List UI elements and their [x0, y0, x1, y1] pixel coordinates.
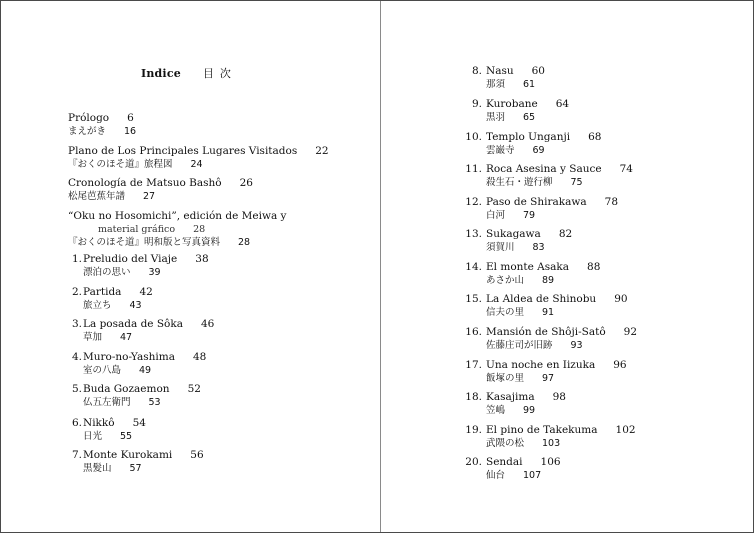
chapter-title-es: Kurobane	[486, 98, 538, 110]
chapter-number: 15.	[465, 293, 482, 305]
chapter-page-es: 46	[201, 318, 215, 330]
chapter-page-jp: 75	[570, 177, 583, 188]
chapter-title-jp: 武隈の松	[486, 438, 525, 449]
entry-page-es: 6	[127, 112, 134, 124]
chapter-title-es: Una noche en Iizuka	[486, 359, 596, 371]
chapter-page-es: 96	[613, 359, 627, 371]
chapter-title-jp: 須賀川	[486, 242, 515, 253]
entry-title-es: “Oku no Hosomichi”, edición de Meiwa y	[68, 210, 287, 222]
chapter-page-es: 60	[531, 65, 545, 77]
chapter-title-es: Preludio del Viaje	[83, 253, 178, 265]
entry-page-jp: 16	[124, 126, 137, 137]
chapter-title-jp: 殺生石・遊行柳	[486, 177, 553, 188]
chapter-title-es: Muro-no-Yashima	[83, 351, 175, 363]
chapter-page-jp: 49	[139, 365, 152, 376]
entry-page-jp: 24	[190, 159, 203, 170]
chapter-title-jp: 仙台	[486, 470, 506, 481]
chapter-title-es: El pino de Takekuma	[486, 424, 598, 436]
chapter-page-es: 88	[587, 261, 601, 273]
chapter-number: 8.	[471, 65, 482, 77]
chapter-page-jp: 69	[532, 145, 545, 156]
chapter-title-jp: 黒羽	[486, 112, 506, 123]
chapter-page-jp: 43	[129, 300, 142, 311]
index-title-jp: 目次	[202, 67, 237, 80]
chapter-page-es: 78	[604, 196, 619, 208]
chapter-page-es: 54	[132, 417, 146, 429]
chapter-number: 18.	[465, 391, 482, 403]
chapter-page-jp: 107	[523, 470, 542, 481]
chapter-title-es: Templo Unganji	[486, 131, 571, 143]
entry-page-jp: 28	[238, 237, 251, 248]
chapter-page-jp: 47	[120, 332, 133, 343]
chapter-page-jp: 65	[523, 112, 536, 123]
entry-title-jp: 松尾芭蕉年譜	[68, 191, 126, 202]
entry-title-jp: 『おくのほそ道』旅程図	[68, 159, 173, 170]
chapter-page-jp: 99	[523, 405, 536, 416]
chapter-title-es: El monte Asaka	[486, 261, 570, 273]
chapter-page-jp: 55	[120, 431, 133, 442]
chapter-number: 5.	[71, 383, 82, 395]
chapter-title-jp: 笠嶋	[486, 405, 506, 416]
chapter-title-es: Sukagawa	[486, 228, 541, 240]
toc-entry-meiwa[interactable]	[68, 210, 286, 249]
entry-page-jp: 27	[143, 191, 156, 202]
entry-title-es: Prólogo	[68, 112, 110, 124]
chapter-title-es: Buda Gozaemon	[83, 383, 170, 395]
chapter-title-jp: 信夫の里	[486, 307, 525, 318]
chapter-page-jp: 79	[523, 210, 536, 221]
entry-subtitle-es: material gráfico	[98, 224, 176, 235]
chapter-title-es: Roca Asesina y Sauce	[486, 163, 602, 175]
chapter-number: 11.	[465, 163, 482, 175]
entry-title-jp: 『おくのほそ道』明和版と写真資料	[68, 237, 221, 248]
chapter-title-jp: 室の八島	[83, 365, 122, 376]
chapter-number: 7.	[71, 449, 82, 461]
chapter-page-es: 56	[190, 449, 204, 461]
chapter-page-es: 74	[619, 163, 633, 175]
chapter-page-jp: 53	[148, 397, 161, 408]
chapter-page-jp: 91	[542, 307, 555, 318]
chapter-number: 19.	[465, 424, 482, 436]
chapter-title-jp: 旅立ち	[83, 300, 112, 311]
chapter-title-jp: 黒髪山	[83, 463, 112, 474]
chapter-page-es: 102	[615, 424, 636, 436]
toc-entry-cronologia[interactable]	[68, 177, 253, 203]
chapter-number: 10.	[465, 131, 482, 143]
chapter-page-es: 38	[195, 253, 209, 265]
chapter-title-jp: 草加	[83, 332, 103, 343]
chapter-page-jp: 93	[570, 340, 583, 351]
entry-page-es: 26	[239, 177, 253, 189]
page-gutter	[380, 1, 381, 532]
chapter-title-es: Mansión de Shôji-Satô	[486, 326, 606, 338]
entry-title-es: Cronología de Matsuo Bashô	[68, 177, 222, 189]
chapter-page-jp: 57	[129, 463, 142, 474]
index-title	[141, 65, 237, 81]
toc-entry-plano[interactable]	[68, 145, 329, 171]
chapter-page-es: 68	[588, 131, 602, 143]
chapter-number: 6.	[71, 417, 82, 429]
chapter-number: 20.	[465, 456, 482, 468]
chapter-page-es: 52	[187, 383, 201, 395]
chapter-page-es: 106	[540, 456, 561, 468]
chapter-page-es: 90	[614, 293, 628, 305]
chapter-page-es: 48	[192, 351, 207, 363]
chapter-number: 4.	[71, 351, 82, 363]
chapter-page-jp: 89	[542, 275, 555, 286]
chapter-title-es: La posada de Sôka	[83, 318, 183, 330]
chapter-title-jp: あさか山	[486, 275, 525, 286]
index-title-es: Indice	[141, 67, 181, 80]
chapter-number: 9.	[471, 98, 482, 110]
chapter-number: 13.	[465, 228, 482, 240]
chapter-number: 12.	[465, 196, 482, 208]
chapter-page-es: 82	[558, 228, 573, 240]
entry-page-es: 22	[315, 145, 329, 157]
entry-title-es: Plano de Los Principales Lugares Visitados	[68, 145, 298, 157]
chapter-title-jp: 白河	[486, 210, 506, 221]
chapter-page-es: 64	[555, 98, 570, 110]
chapter-title-jp: 日光	[83, 431, 103, 442]
chapter-title-es: Sendai	[486, 456, 523, 468]
chapter-title-es: Monte Kurokami	[83, 449, 173, 461]
chapter-number: 17.	[465, 359, 482, 371]
chapter-number: 3.	[71, 318, 82, 330]
chapter-title-es: La Aldea de Shinobu	[486, 293, 597, 305]
chapter-title-es: Kasajima	[486, 391, 535, 403]
chapter-number: 14.	[465, 261, 482, 273]
chapter-title-es: Partida	[83, 286, 122, 298]
chapter-page-es: 42	[139, 286, 153, 298]
chapter-title-jp: 佐藤庄司が旧跡	[486, 340, 553, 351]
chapter-page-es: 92	[623, 326, 638, 338]
chapter-title-jp: 仏五左衛門	[83, 397, 131, 408]
chapter-title-es: Paso de Shirakawa	[486, 196, 587, 208]
chapter-page-jp: 103	[542, 438, 561, 449]
chapter-title-es: Nasu	[486, 65, 514, 77]
chapter-page-jp: 39	[148, 267, 161, 278]
chapter-title-jp: 飯塚の里	[486, 373, 525, 384]
chapter-number: 1.	[71, 253, 82, 265]
entry-page-es: 28	[193, 224, 206, 235]
chapter-page-jp: 97	[542, 373, 555, 384]
entry-title-jp: まえがき	[68, 126, 107, 137]
chapter-page-jp: 83	[532, 242, 545, 253]
chapter-page-jp: 61	[523, 79, 536, 90]
chapter-title-jp: 漂泊の思い	[83, 267, 131, 278]
chapter-title-jp: 那須	[486, 79, 506, 90]
chapter-page-es: 98	[552, 391, 566, 403]
chapter-title-jp: 雲巌寺	[486, 145, 515, 156]
chapter-number: 2.	[71, 286, 82, 298]
toc-entry-prologo[interactable]	[68, 112, 136, 138]
chapter-number: 16.	[465, 326, 482, 338]
chapter-title-es: Nikkô	[83, 417, 115, 429]
